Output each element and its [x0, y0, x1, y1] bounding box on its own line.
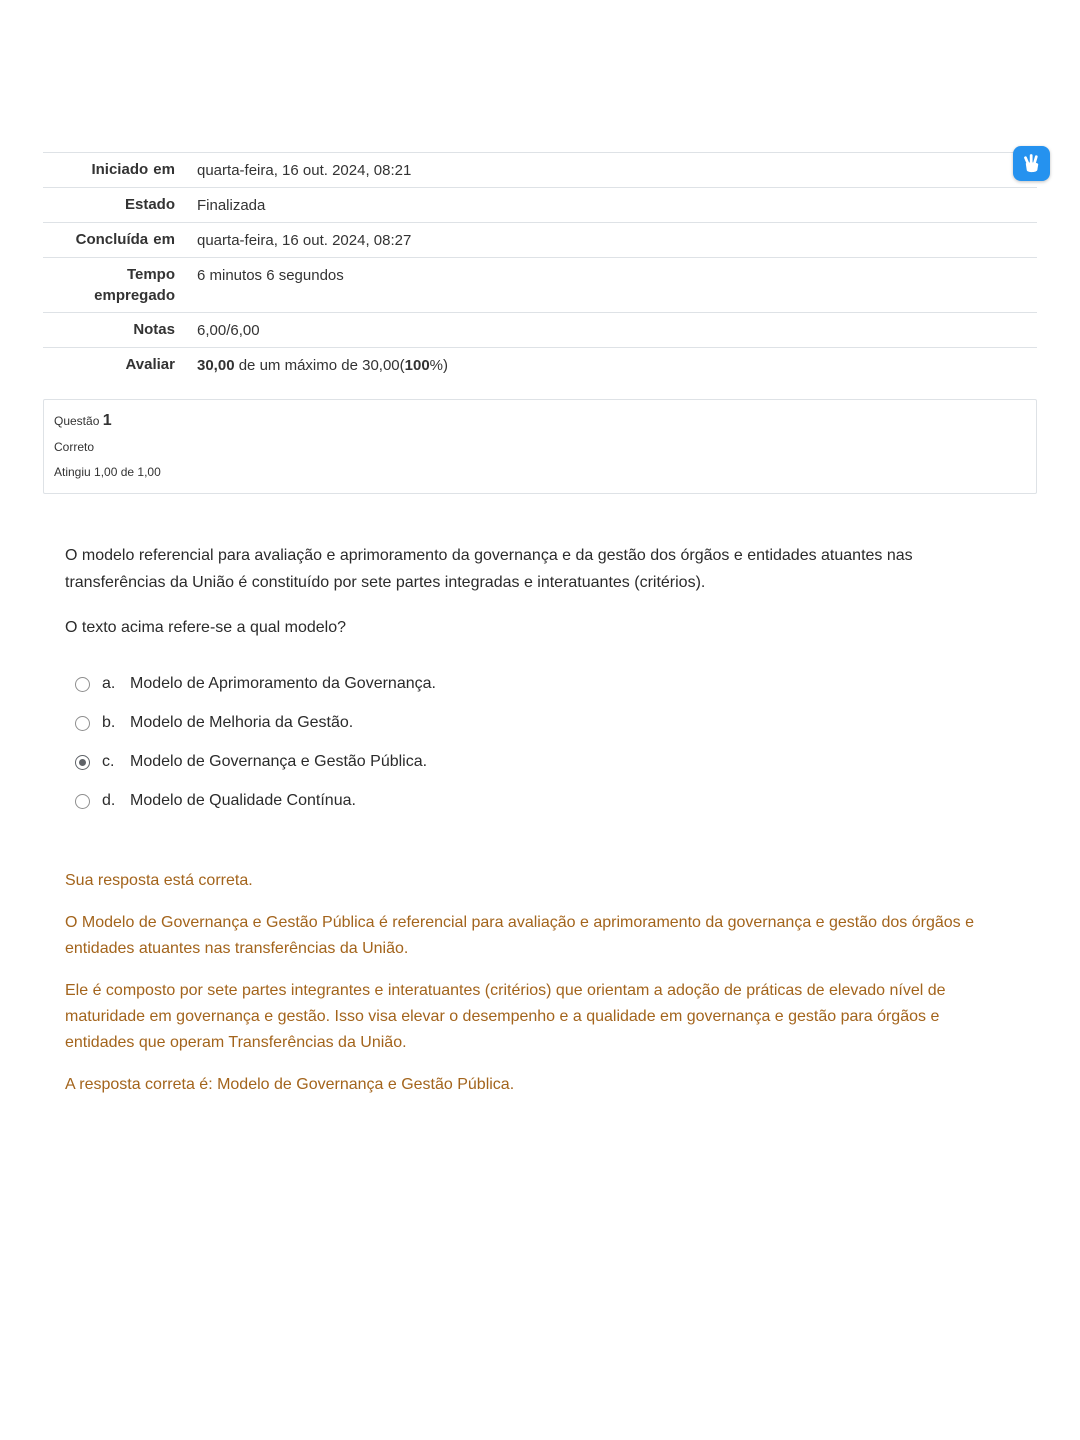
grade-points: 30,00	[197, 357, 235, 374]
summary-row-state	[43, 187, 1037, 222]
radio-button-b[interactable]	[75, 716, 90, 731]
question-state: Correto	[54, 440, 95, 454]
option-text: Modelo de Governança e Gestão Pública.	[130, 753, 428, 770]
grade-percent: 100	[404, 357, 430, 374]
summary-value: quarta-feira, 16 out. 2024, 08:21	[197, 162, 412, 179]
question-statement: O modelo referencial para avaliação e aprimoramento da governança e da gestão dos órgãos e entidades atuantes nas transferências da União é constituído por sete partes integradas e interatuantes (critérios).	[65, 547, 913, 591]
option-text: Modelo de Qualidade Contínua.	[130, 792, 356, 809]
option-letter: b.	[102, 714, 116, 731]
attempt-summary-table	[43, 152, 1037, 382]
summary-label: Concluída em	[75, 231, 175, 248]
answer-option-b[interactable]	[75, 714, 1015, 732]
summary-label: Estado	[124, 196, 175, 213]
summary-row-grade	[43, 347, 1037, 382]
question-prompt: O texto acima refere-se a qual modelo?	[65, 619, 347, 636]
feedback-paragraph-1: O Modelo de Governança e Gestão Pública é referencial para avaliação e aprimoramento da governança e gestão dos órgãos e entidades atuantes nas transferências da União.	[65, 914, 974, 957]
answer-options	[65, 675, 1015, 810]
summary-label: Avaliar	[125, 356, 175, 373]
summary-value: 6 minutos 6 segundos	[197, 267, 344, 284]
question-number-value: 1	[102, 412, 112, 429]
summary-row-completed	[43, 222, 1037, 257]
option-letter: c.	[102, 753, 115, 770]
question-number	[54, 412, 1026, 430]
question-text	[65, 542, 1015, 641]
feedback-correct-line: Sua resposta está correta.	[65, 872, 253, 889]
option-text: Modelo de Melhoria da Gestão.	[130, 714, 354, 731]
summary-row-marks	[43, 312, 1037, 347]
option-text: Modelo de Aprimoramento da Governança.	[130, 675, 436, 692]
summary-value: 6,00/6,00	[197, 322, 260, 339]
hand-sign-icon	[1021, 153, 1043, 175]
answer-option-a[interactable]	[75, 675, 1015, 693]
summary-row-time-taken	[43, 257, 1037, 312]
question-feedback	[65, 868, 1015, 1098]
radio-button-a[interactable]	[75, 677, 90, 692]
grade-suffix: %)	[429, 357, 449, 374]
answer-option-d[interactable]	[75, 792, 1015, 810]
question-number-label: Questão	[54, 414, 100, 428]
question-info-box	[43, 399, 1037, 494]
question-grade: Atingiu 1,00 de 1,00	[54, 465, 161, 479]
option-letter: a.	[102, 675, 116, 692]
summary-label: Notas	[133, 321, 175, 338]
answer-option-c[interactable]	[75, 753, 1015, 771]
vlibras-accessibility-button[interactable]	[1013, 146, 1050, 181]
question-content	[43, 494, 1037, 1098]
summary-label: Tempo empregado	[94, 266, 175, 304]
feedback-right-answer: A resposta correta é: Modelo de Governança e Gestão Pública.	[65, 1076, 515, 1093]
grade-mid-text: de um máximo de 30,00(	[234, 357, 405, 374]
feedback-paragraph-2: Ele é composto por sete partes integrantes e interatuantes (critérios) que orientam a adoção de práticas de elevado nível de maturidade em governança e gestão. Isso visa elevar o desempenho e a qualidade em governança e gestão para órgãos e entidades que operam Transferências da União.	[65, 982, 946, 1051]
radio-button-d[interactable]	[75, 794, 90, 809]
summary-value: quarta-feira, 16 out. 2024, 08:27	[197, 232, 412, 249]
summary-value: Finalizada	[197, 197, 266, 214]
radio-button-c[interactable]	[75, 755, 90, 770]
summary-label: Iniciado em	[91, 161, 175, 178]
option-letter: d.	[102, 792, 116, 809]
summary-grade-value	[197, 354, 448, 376]
summary-row-started	[43, 152, 1037, 187]
